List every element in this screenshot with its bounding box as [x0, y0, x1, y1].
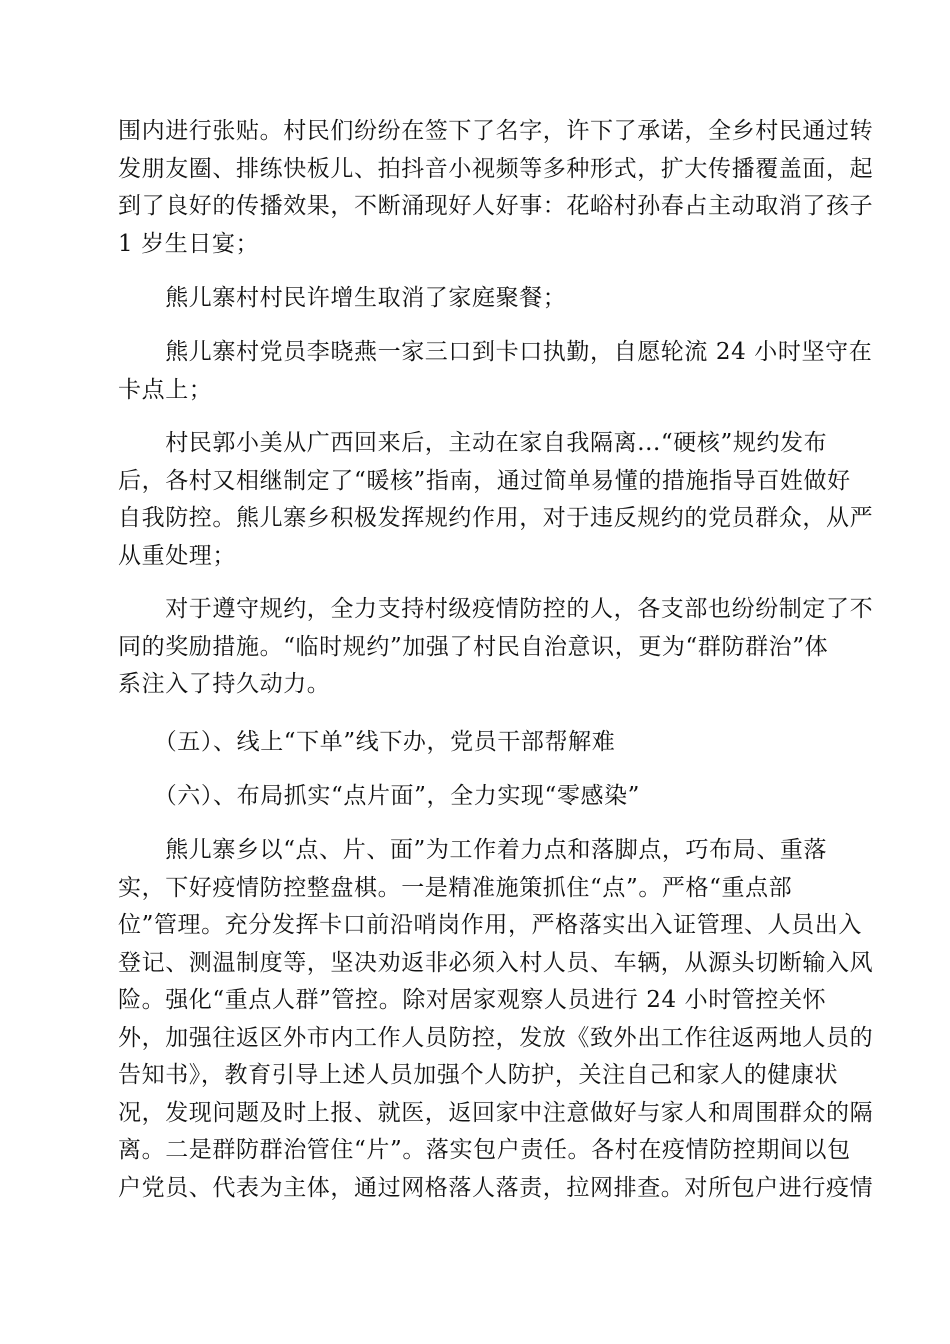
section-heading-6 — [118, 778, 838, 816]
text-line: 后，各村又相继制定了“暖核”指南，通过简单易懂的措施指导百姓做好 — [118, 467, 851, 494]
text-line: 况，发现问题及时上报、就医，返回家中注意做好与家人和周围群众的隔 — [118, 1099, 874, 1126]
paragraph-4 — [118, 425, 874, 575]
text-line: 险。强化“重点人群”管控。除对居家观察人员进行 24 小时管控关怀 — [118, 987, 827, 1013]
paragraph-3 — [118, 334, 873, 409]
text-line: 实，下好疫情防控整盘棋。一是精准施策抓住“点”。严格“重点部 — [118, 874, 793, 901]
paragraph-8 — [118, 832, 874, 1207]
text-line: 告知书》，教育引导上述人员加强个人防护，关注自己和家人的健康状 — [118, 1062, 839, 1088]
text-line: 到了良好的传播效果，不断涌现好人好事：花峪村孙春占主动取消了孩子 — [118, 193, 874, 219]
text-line: （六）、布局抓实“点片面”，全力实现“零感染” — [118, 783, 641, 809]
text-line: 同的奖励措施。“临时规约”加强了村民自治意识，更为“群防群治”体 — [118, 633, 829, 660]
text-line: 1 岁生日宴； — [118, 230, 260, 257]
text-line: （五）、线上“下单”线下办，党员干部帮解难 — [118, 729, 616, 755]
text-line: 熊儿寨乡以“点、片、面”为工作着力点和落脚点，巧布局、重落 — [118, 837, 828, 863]
text-line: 户党员、代表为主体，通过网格落人落责，拉网排查。对所包户进行疫情 — [118, 1174, 874, 1201]
text-line: 系注入了持久动力。 — [118, 671, 331, 697]
text-line: 从重处理； — [118, 542, 236, 569]
text-line: 对于遵守规约，全力支持村级疫情防控的人，各支部也纷纷制定了不 — [118, 596, 874, 622]
paragraph-5 — [118, 591, 874, 704]
paragraph-1 — [118, 113, 874, 263]
section-heading-5 — [118, 724, 838, 762]
paragraph-2 — [118, 280, 838, 318]
text-line: 自我防控。熊儿寨乡积极发挥规约作用，对于违反规约的党员群众，从严 — [118, 505, 874, 531]
text-line: 登记、测温制度等，坚决劝返非必须入村人员、车辆，从源头切断输入风 — [118, 949, 874, 976]
text-line: 卡点上； — [118, 376, 213, 403]
text-line: 村民郭小美从广西回来后，主动在家自我隔离...“硬核”规约发布 — [118, 430, 828, 456]
text-line: 发朋友圈、排练快板儿、拍抖音小视频等多种形式，扩大传播覆盖面，起 — [118, 155, 874, 182]
text-line: 外，加强往返区外市内工作人员防控，发放《致外出工作往返两地人员的 — [118, 1024, 874, 1051]
text-line: 熊儿寨村党员李晓燕一家三口到卡口执勤，自愿轮流 24 小时坚守在 — [118, 339, 873, 365]
text-line: 位”管理。充分发挥卡口前沿哨岗作用，严格落实出入证管理、人员出入 — [118, 912, 862, 938]
text-line: 围内进行张贴。村民们纷纷在签下了名字，许下了承诺，全乡村民通过转 — [118, 118, 874, 144]
text-line: 熊儿寨村村民许增生取消了家庭聚餐； — [118, 285, 567, 311]
text-line: 离。二是群防群治管住“片”。落实包户责任。各村在疫情防控期间以包 — [118, 1137, 851, 1163]
